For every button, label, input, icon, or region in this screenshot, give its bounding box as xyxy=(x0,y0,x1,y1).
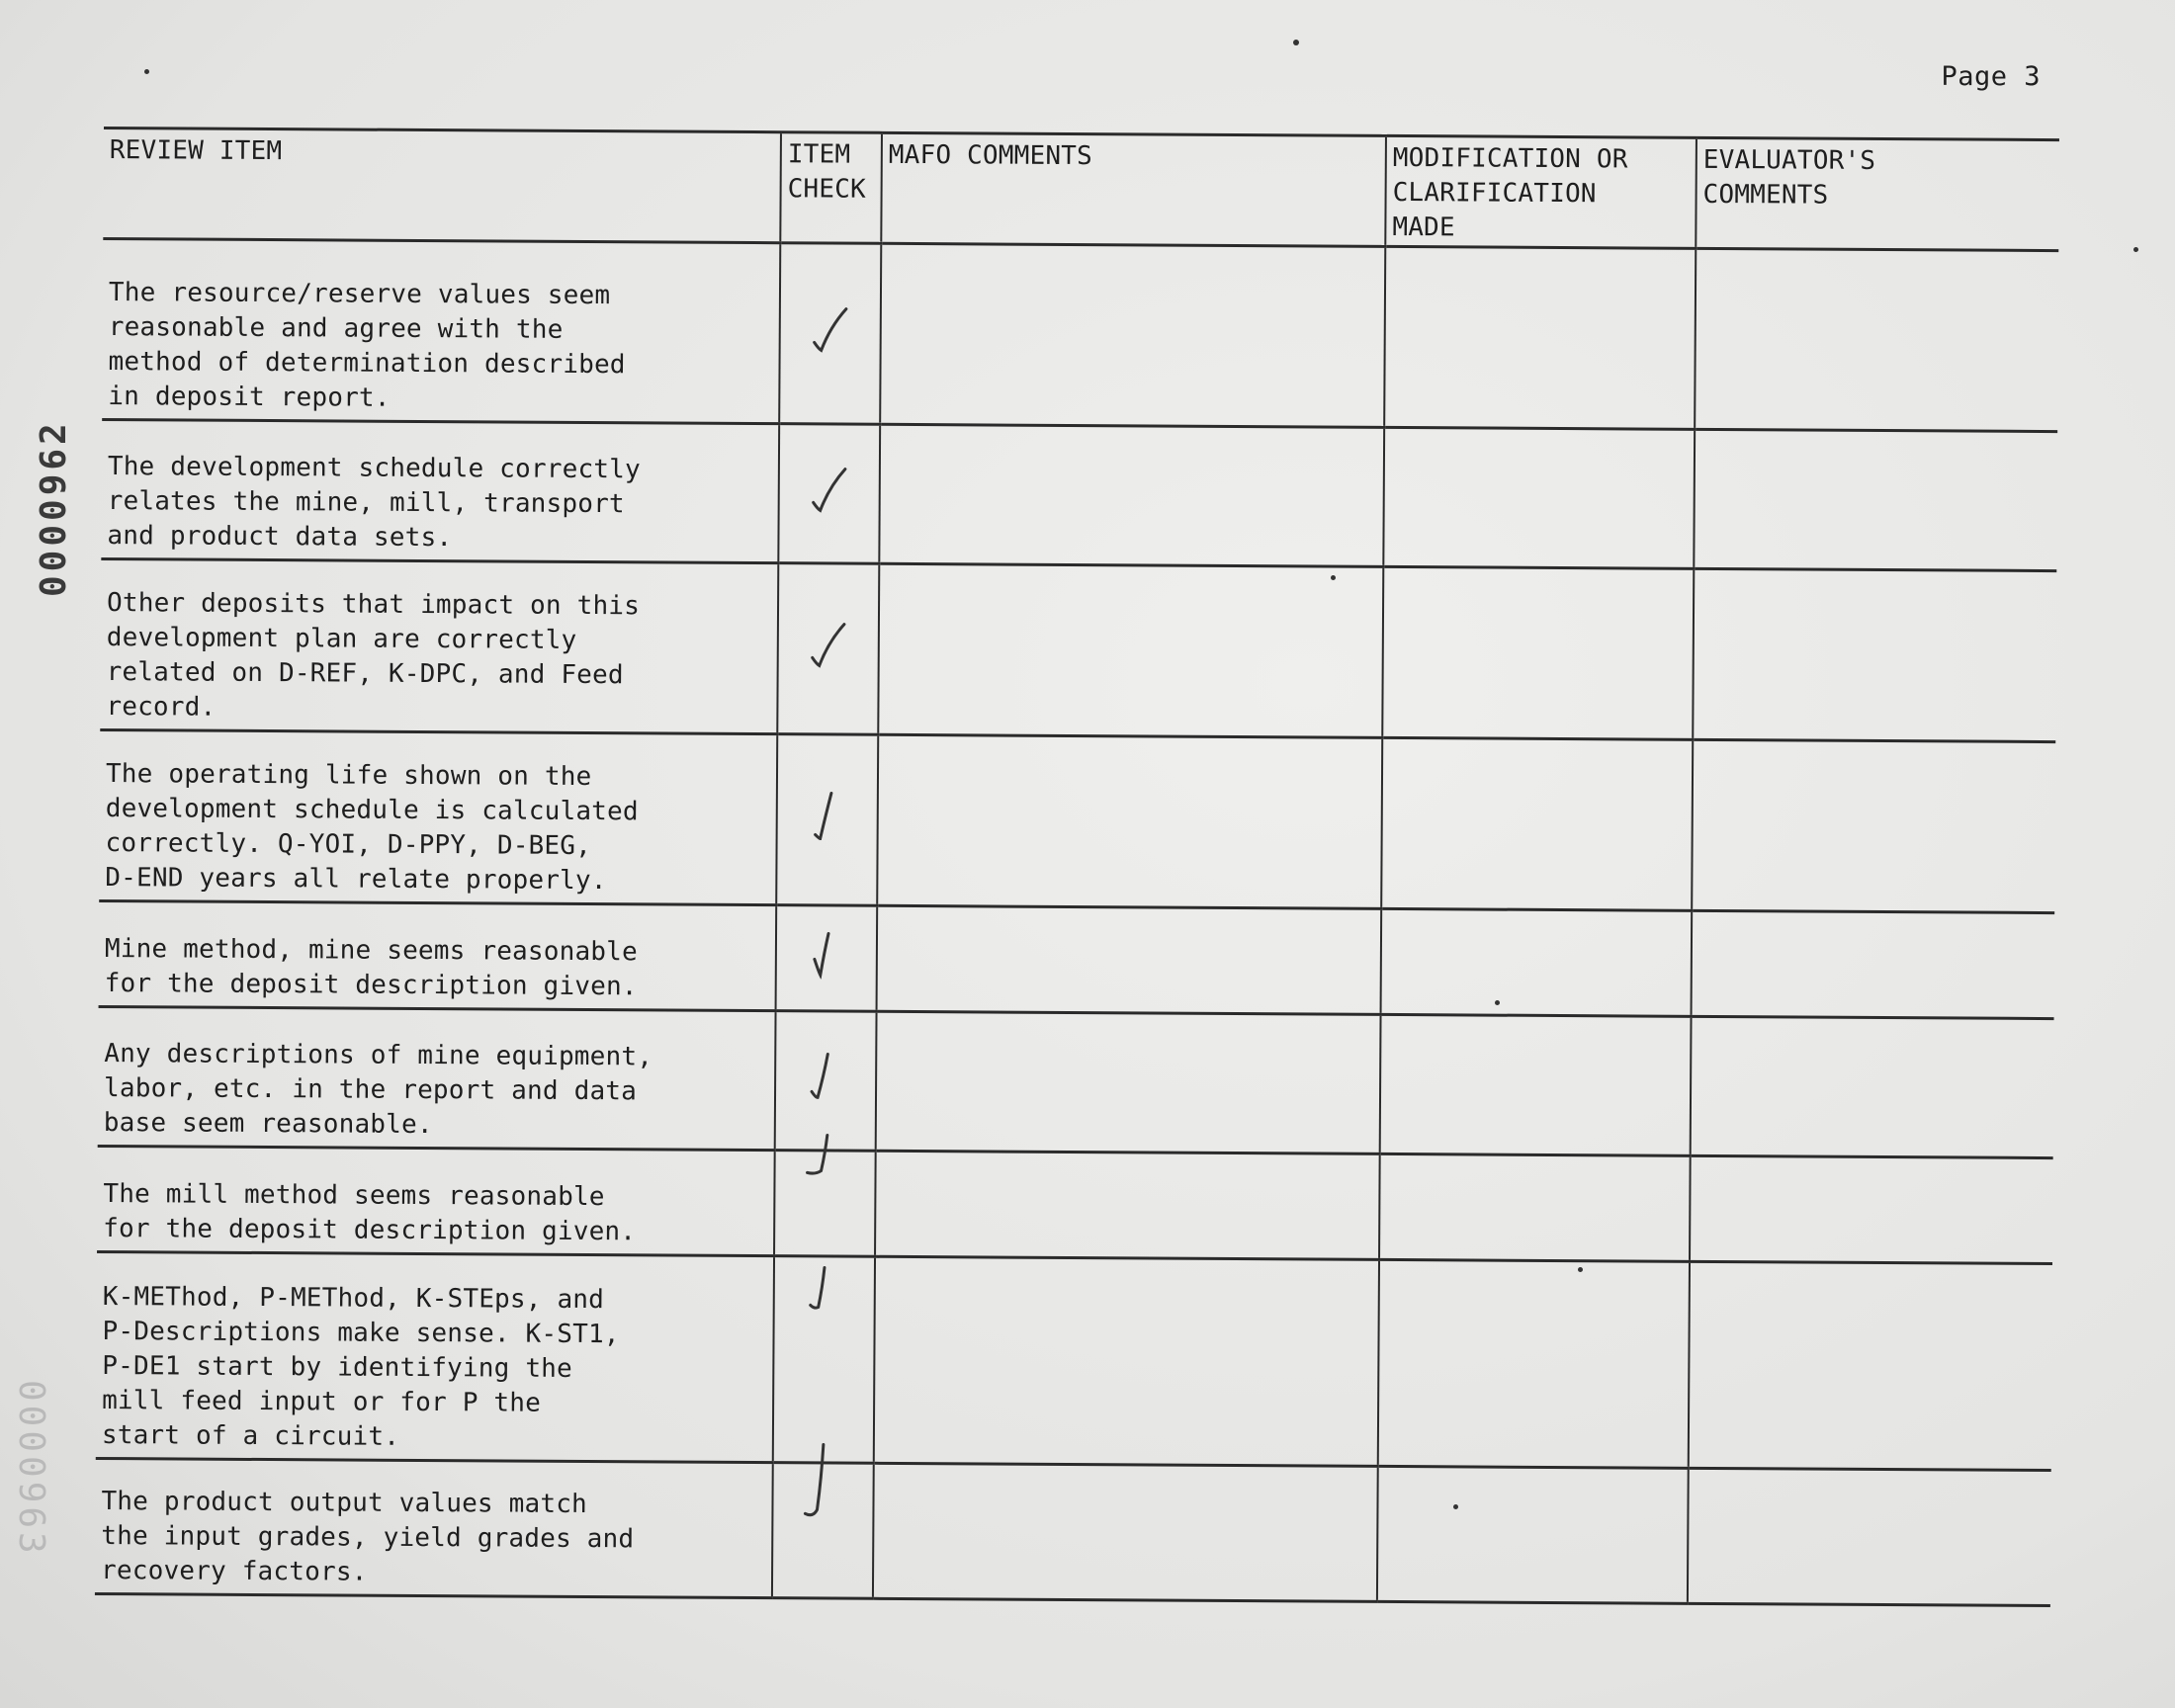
review-checklist-form xyxy=(95,127,2059,1587)
check-mark-icon xyxy=(804,1052,847,1101)
review-table xyxy=(95,127,2059,1607)
review-item-cell: K-METhod, P-METhod, K-STEps, and P-Descriptions make sense. K-ST1, P-DE1 start by identifying the mill feed input or for P the start of a circuit. xyxy=(96,1251,774,1462)
scan-speck xyxy=(1331,575,1336,580)
mafo-comments-cell[interactable] xyxy=(877,734,1382,908)
mafo-comments-cell[interactable] xyxy=(875,1151,1380,1259)
item-check-cell[interactable] xyxy=(778,424,880,564)
item-check-cell[interactable] xyxy=(774,1151,876,1257)
table-row xyxy=(102,238,2058,431)
item-check-cell[interactable] xyxy=(779,243,881,425)
evaluator-comments-cell[interactable] xyxy=(1689,1261,2052,1470)
modification-cell[interactable] xyxy=(1380,1014,1692,1155)
review-item-cell: Any descriptions of mine equipment, labor, etc. in the report and data base seem reasonable. xyxy=(98,1006,776,1150)
header-review-item: REVIEW ITEM xyxy=(103,128,781,242)
evaluator-comments-cell[interactable] xyxy=(1692,910,2055,1018)
check-mark-icon xyxy=(803,1263,846,1313)
item-check-cell[interactable] xyxy=(773,1256,875,1464)
mafo-comments-cell[interactable] xyxy=(876,1011,1381,1153)
evaluator-comments-cell[interactable] xyxy=(1692,739,2055,912)
evaluator-comments-cell[interactable] xyxy=(1688,1468,2051,1605)
margin-stamp-number: 0000962 xyxy=(34,419,74,597)
evaluator-comments-cell[interactable] xyxy=(1690,1155,2053,1263)
review-item-cell: The development schedule correctly relates the mine, mill, transport and product data sets. xyxy=(101,419,779,562)
scan-speck xyxy=(2133,247,2138,252)
check-mark-icon xyxy=(801,1440,844,1519)
check-mark-icon xyxy=(806,791,849,840)
review-item-cell: The mill method seems reasonable for the deposit description given. xyxy=(97,1146,775,1255)
check-mark-icon xyxy=(807,620,850,669)
evaluator-comments-cell[interactable] xyxy=(1695,248,2058,431)
table-row xyxy=(101,419,2057,570)
header-item-check: ITEM CHECK xyxy=(780,132,882,244)
page-number: Page 3 xyxy=(1941,61,2041,92)
scan-speck xyxy=(1293,40,1299,45)
mafo-comments-cell[interactable] xyxy=(878,563,1383,737)
review-item-cell: Other deposits that impact on this development plan are correctly related on D-REF, K-DPC, and Feed record. xyxy=(100,558,778,733)
evaluator-comments-cell[interactable] xyxy=(1693,568,2056,741)
review-item-cell: The product output values match the input grades, yield grades and recovery factors. xyxy=(95,1458,773,1597)
modification-cell[interactable] xyxy=(1378,1259,1690,1468)
scan-speck xyxy=(1578,1267,1583,1272)
mafo-comments-cell[interactable] xyxy=(873,1463,1378,1601)
margin-stamp-number-faded: 0000963 xyxy=(11,1380,51,1558)
item-check-cell[interactable] xyxy=(776,905,878,1012)
table-row xyxy=(97,1146,2053,1263)
modification-cell[interactable] xyxy=(1383,427,1695,568)
mafo-comments-cell[interactable] xyxy=(877,905,1382,1014)
table-row xyxy=(98,1006,2054,1157)
review-item-cell: Mine method, mine seems reasonable for the deposit description given. xyxy=(99,900,777,1010)
modification-cell[interactable] xyxy=(1381,908,1693,1016)
item-check-cell[interactable] xyxy=(777,563,879,735)
scan-speck xyxy=(1453,1504,1458,1509)
review-item-cell: The operating life shown on the development schedule is calculated correctly. Q-YOI, D-PPY, D-BEG, D-END years all relate properly. xyxy=(99,729,777,904)
modification-cell[interactable] xyxy=(1379,1153,1691,1261)
evaluator-comments-cell[interactable] xyxy=(1691,1016,2054,1157)
item-check-cell[interactable] xyxy=(775,1011,877,1152)
table-row xyxy=(95,1458,2051,1605)
evaluator-comments-cell[interactable] xyxy=(1694,429,2057,570)
scan-speck xyxy=(1495,1000,1500,1005)
review-item-cell: The resource/reserve values seem reasonable and agree with the method of determination described in deposit report. xyxy=(102,238,780,423)
table-row xyxy=(100,558,2056,741)
modification-cell[interactable] xyxy=(1377,1466,1689,1603)
check-mark-icon xyxy=(808,465,851,514)
header-row xyxy=(103,128,2059,250)
header-mafo-comments: MAFO COMMENTS xyxy=(881,132,1386,246)
check-mark-icon xyxy=(809,304,852,354)
check-mark-icon xyxy=(803,1133,846,1182)
mafo-comments-cell[interactable] xyxy=(874,1256,1379,1466)
header-evaluator-comments: EVALUATOR'S COMMENTS xyxy=(1696,137,2059,250)
modification-cell[interactable] xyxy=(1381,737,1693,910)
header-modification: MODIFICATION OR CLARIFICATION MADE xyxy=(1385,135,1696,248)
modification-cell[interactable] xyxy=(1382,566,1694,739)
table-row xyxy=(99,900,2055,1018)
modification-cell[interactable] xyxy=(1384,246,1696,429)
mafo-comments-cell[interactable] xyxy=(880,243,1385,427)
item-check-cell[interactable] xyxy=(776,734,878,906)
scan-speck xyxy=(144,69,149,74)
table-row xyxy=(99,729,2055,912)
check-mark-icon xyxy=(805,929,848,979)
table-row xyxy=(96,1251,2052,1470)
mafo-comments-cell[interactable] xyxy=(879,424,1384,566)
item-check-cell[interactable] xyxy=(772,1463,874,1599)
